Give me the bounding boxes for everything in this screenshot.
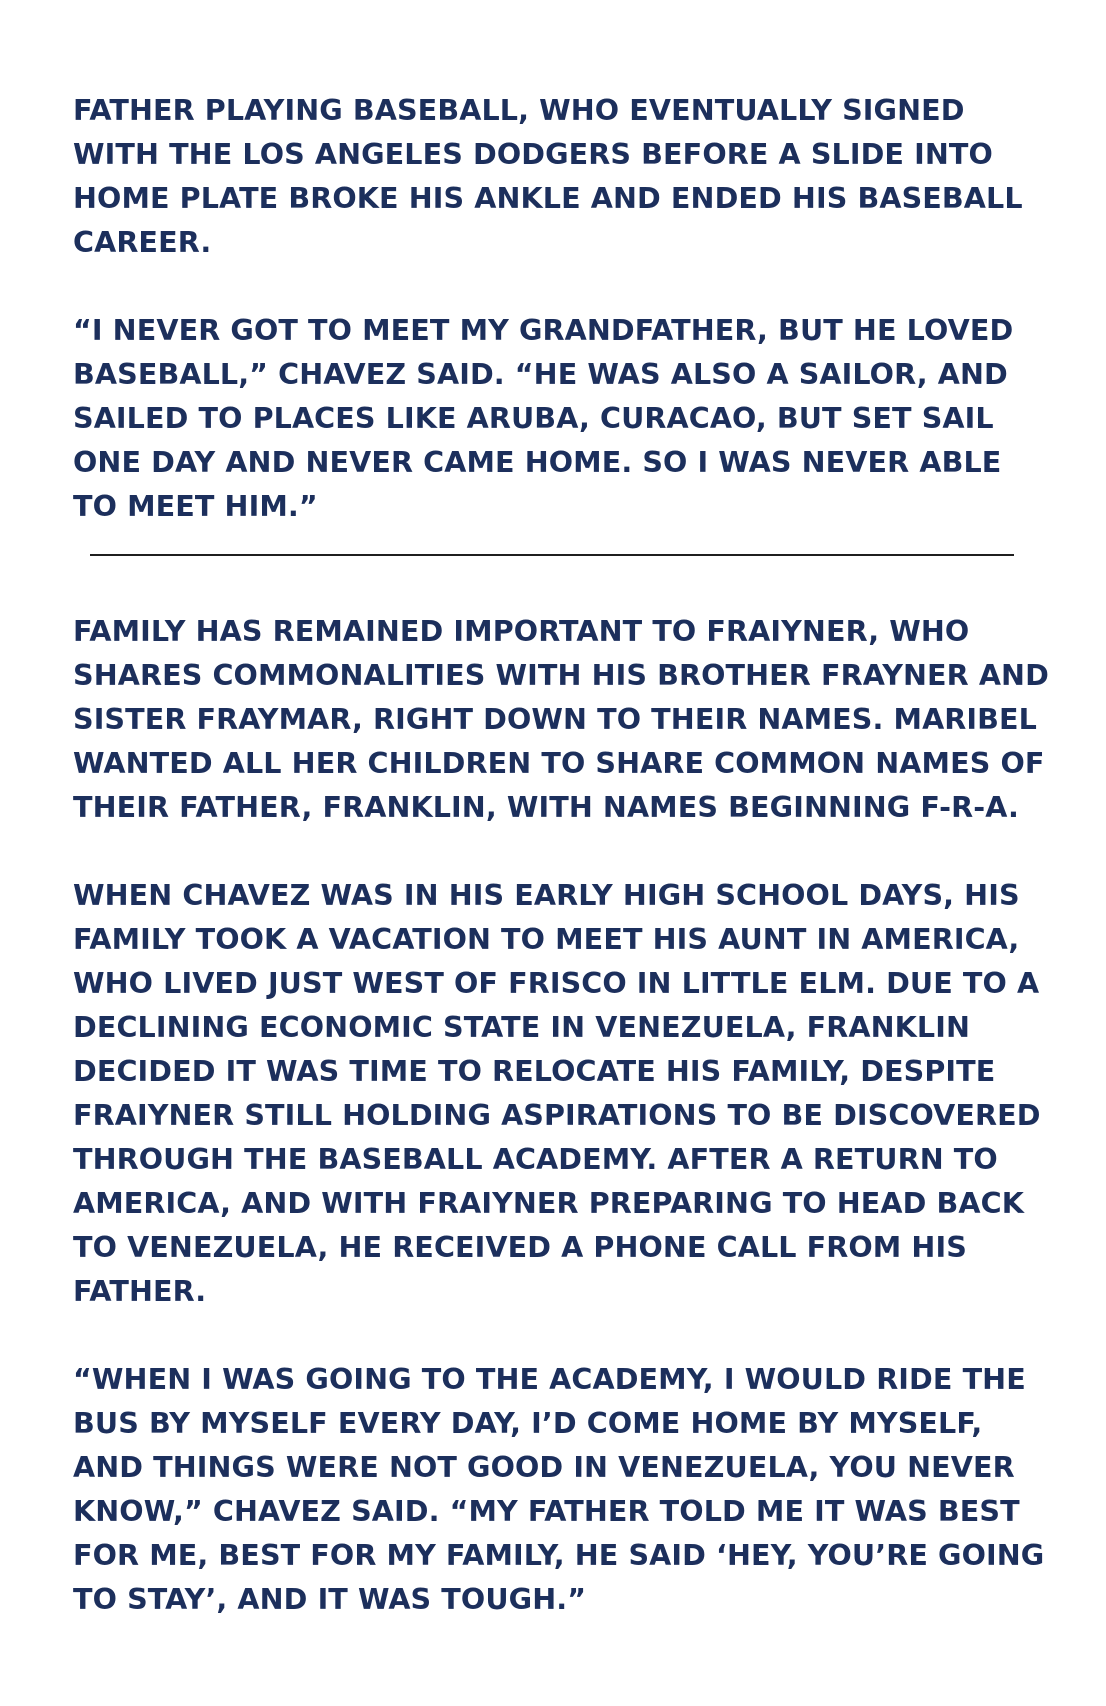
section-divider: [90, 554, 1014, 556]
paragraph-father-baseball-career: FATHER PLAYING BASEBALL, WHO EVENTUALLY SIGNED WITH THE LOS ANGELES DODGERS BEFORE A SLIDE INTO HOME PLATE BROKE HIS ANKLE AND ENDED HIS BASEBALL CAREER.: [73, 93, 1023, 259]
paragraph-academy-quote: “WHEN I WAS GOING TO THE ACADEMY, I WOULD RIDE THE BUS BY MYSELF EVERY DAY, I’D COME HOME BY MYSELF, AND THINGS WERE NOT GOOD IN VENEZUELA, YOU NEVER KNOW,” CHAVEZ SAID. “MY FATHER TOLD ME IT WAS BEST FOR ME, BEST FOR MY FAMILY, HE SAID ‘HEY, YOU’RE GOING TO STAY’, AND IT WAS TOUGH.”: [73, 1362, 1045, 1616]
paragraph-family-names: FAMILY HAS REMAINED IMPORTANT TO FRAIYNER, WHO SHARES COMMONALITIES WITH HIS BROTHER FRAYNER AND SISTER FRAYMAR, RIGHT DOWN TO THEIR NAMES. MARIBEL WANTED ALL HER CHILDREN TO SHARE COMMON NAMES OF THEIR FATHER, FRANKLIN, WITH NAMES BEGINNING F-R-A.: [73, 614, 1049, 824]
paragraph-relocation: WHEN CHAVEZ WAS IN HIS EARLY HIGH SCHOOL DAYS, HIS FAMILY TOOK A VACATION TO MEET HIS AUNT IN AMERICA, WHO LIVED JUST WEST OF FRISCO IN LITTLE ELM. DUE TO A DECLINING ECONOMIC STATE IN VENEZUELA, FRANKLIN DECIDED IT WAS TIME TO RELOCATE HIS FAMILY, DESPITE FRAIYNER STILL HOLDING ASPIRATIONS TO BE DISCOVERED THROUGH THE BASEBALL ACADEMY. AFTER A RETURN TO AMERICA, AND WITH FRAIYNER PREPARING TO HEAD BACK TO VENEZUELA, HE RECEIVED A PHONE CALL FROM HIS FATHER.: [73, 878, 1041, 1308]
paragraph-grandfather-quote: “I NEVER GOT TO MEET MY GRANDFATHER, BUT HE LOVED BASEBALL,” CHAVEZ SAID. “HE WAS ALSO A SAILOR, AND SAILED TO PLACES LIKE ARUBA, CURACAO, BUT SET SAIL ONE DAY AND NEVER CAME HOME. SO I WAS NEVER ABLE TO MEET HIM.”: [73, 313, 1014, 523]
article-body: [73, 88, 1053, 1621]
